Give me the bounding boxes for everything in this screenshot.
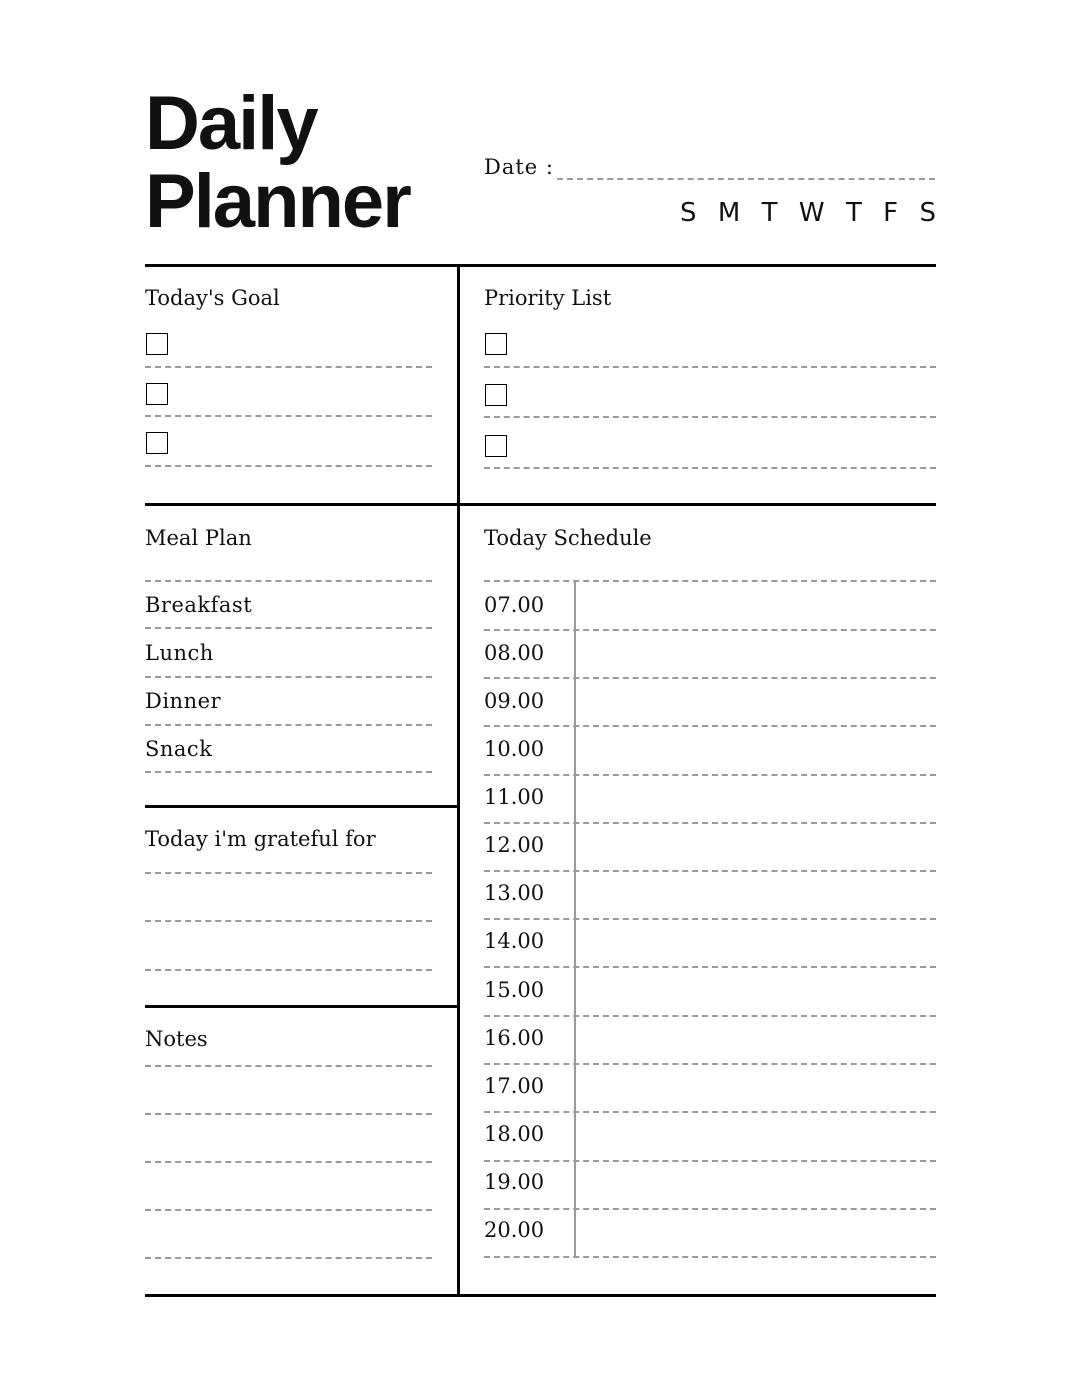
column-divider	[457, 266, 460, 1296]
schedule-slot-1600[interactable]	[484, 1063, 936, 1065]
meal-line-lunch[interactable]	[145, 676, 432, 678]
day-thursday[interactable]: T	[845, 198, 862, 228]
schedule-slot-1400[interactable]	[484, 966, 936, 968]
grateful-divider	[145, 805, 459, 808]
schedule-slot-1200[interactable]	[484, 870, 936, 872]
day-friday[interactable]: F	[883, 198, 899, 228]
schedule-time-1000: 10.00	[484, 737, 545, 761]
schedule-time-1100: 11.00	[484, 785, 545, 809]
schedule-time-1600: 16.00	[484, 1026, 545, 1050]
schedule-slot-1300[interactable]	[484, 918, 936, 920]
schedule-slot-0700[interactable]	[484, 629, 936, 631]
schedule-slot-0900[interactable]	[484, 725, 936, 727]
meal-label-snack: Snack	[145, 737, 213, 761]
meal-label-dinner: Dinner	[145, 689, 222, 713]
meal-line-snack[interactable]	[145, 771, 432, 773]
schedule-slot-1100[interactable]	[484, 822, 936, 824]
priority-heading: Priority List	[484, 286, 612, 310]
schedule-time-1500: 15.00	[484, 978, 545, 1002]
notes-line-2[interactable]	[145, 1113, 432, 1115]
goal-checkbox-3[interactable]	[146, 432, 168, 454]
notes-line-3[interactable]	[145, 1161, 432, 1163]
schedule-slot-1000[interactable]	[484, 774, 936, 776]
day-tuesday[interactable]: T	[761, 198, 778, 228]
priority-checkbox-3[interactable]	[485, 435, 507, 457]
priority-checkbox-2[interactable]	[485, 384, 507, 406]
goal-line-3[interactable]	[145, 465, 432, 467]
schedule-time-1800: 18.00	[484, 1122, 545, 1146]
notes-line-1[interactable]	[145, 1065, 432, 1067]
date-label: Date :	[484, 155, 554, 179]
schedule-slot-1800[interactable]	[484, 1160, 936, 1162]
notes-divider	[145, 1005, 459, 1008]
meal-line-top	[145, 580, 432, 582]
day-monday[interactable]: M	[717, 198, 741, 228]
goal-checkbox-1[interactable]	[146, 333, 168, 355]
priority-line-3[interactable]	[484, 467, 936, 469]
schedule-time-1900: 19.00	[484, 1170, 545, 1194]
schedule-time-1200: 12.00	[484, 833, 545, 857]
middle-divider	[145, 503, 936, 506]
schedule-time-0800: 08.00	[484, 641, 545, 665]
bottom-divider	[145, 1294, 936, 1297]
meal-heading: Meal Plan	[145, 526, 252, 550]
grateful-line-1[interactable]	[145, 872, 432, 874]
schedule-time-1300: 13.00	[484, 881, 545, 905]
schedule-line-top	[484, 580, 936, 582]
notes-line-4[interactable]	[145, 1209, 432, 1211]
goal-heading: Today's Goal	[145, 286, 280, 310]
page-title-line-2: Planner	[145, 159, 410, 244]
top-divider	[145, 264, 936, 267]
schedule-time-1400: 14.00	[484, 929, 545, 953]
date-field[interactable]	[557, 178, 935, 180]
grateful-line-2[interactable]	[145, 920, 432, 922]
schedule-time-0700: 07.00	[484, 593, 545, 617]
priority-line-2[interactable]	[484, 416, 936, 418]
goal-line-1[interactable]	[145, 366, 432, 368]
notes-heading: Notes	[145, 1027, 208, 1051]
grateful-heading: Today i'm grateful for	[145, 827, 376, 851]
day-wednesday[interactable]: W	[798, 198, 825, 228]
meal-line-breakfast[interactable]	[145, 627, 432, 629]
meal-label-lunch: Lunch	[145, 641, 214, 665]
day-saturday[interactable]: S	[919, 198, 936, 228]
day-of-week-selector	[680, 198, 936, 228]
day-sunday[interactable]: S	[680, 198, 697, 228]
schedule-slot-1700[interactable]	[484, 1111, 936, 1113]
schedule-slot-2000[interactable]	[484, 1256, 936, 1258]
schedule-heading: Today Schedule	[484, 526, 652, 550]
priority-line-1[interactable]	[484, 366, 936, 368]
schedule-slot-1500[interactable]	[484, 1015, 936, 1017]
meal-line-dinner[interactable]	[145, 724, 432, 726]
goal-line-2[interactable]	[145, 415, 432, 417]
page-title-line-1: Daily	[145, 81, 317, 166]
schedule-slot-0800[interactable]	[484, 677, 936, 679]
schedule-time-0900: 09.00	[484, 689, 545, 713]
goal-checkbox-2[interactable]	[146, 383, 168, 405]
notes-line-5[interactable]	[145, 1257, 432, 1259]
schedule-slot-1900[interactable]	[484, 1208, 936, 1210]
schedule-time-2000: 20.00	[484, 1218, 545, 1242]
priority-checkbox-1[interactable]	[485, 333, 507, 355]
schedule-time-1700: 17.00	[484, 1074, 545, 1098]
grateful-line-3[interactable]	[145, 969, 432, 971]
meal-label-breakfast: Breakfast	[145, 593, 253, 617]
